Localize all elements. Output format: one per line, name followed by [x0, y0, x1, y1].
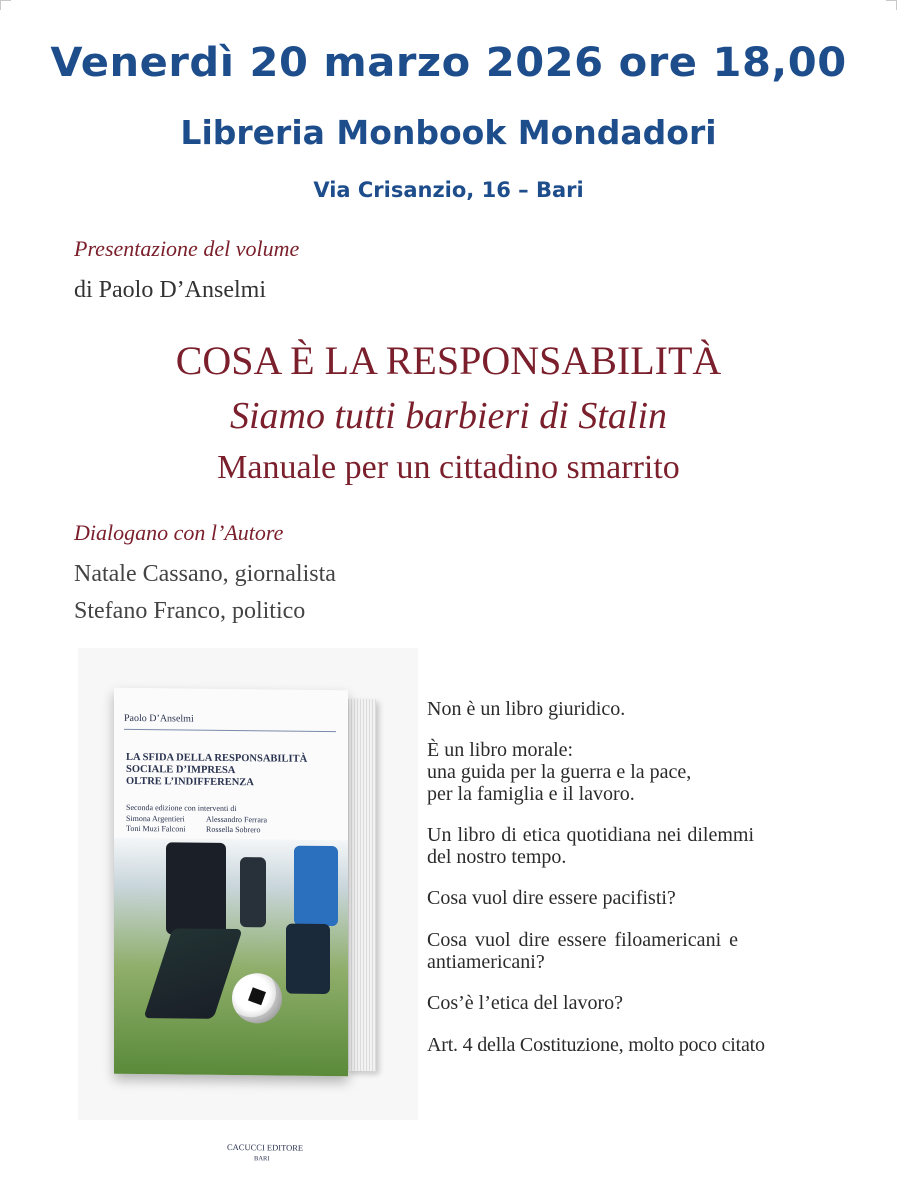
description-line: Art. 4 della Costituzione, molto poco citato [427, 1034, 765, 1056]
crop-mark-left [0, 0, 15, 10]
event-date: Venerdì 20 marzo 2026 ore 18,00 [50, 40, 847, 86]
description-line: Cosa vuol dire essere filoamericani e [427, 929, 738, 951]
description-line: Cosa vuol dire essere pacifisti? [427, 887, 676, 909]
cover-title-line-2: SOCIALE D’IMPRESA [126, 763, 236, 777]
description-line: È un libro morale: [427, 739, 574, 761]
presentation-label: Presentazione del volume [74, 236, 300, 261]
player-figure [143, 928, 242, 1018]
publisher-logo: CACUCCI EDITORE [222, 1141, 308, 1154]
description-line: antiamericani? [427, 951, 545, 973]
event-venue: Libreria Monbook Mondadori [180, 113, 717, 152]
author-line: di Paolo D’Anselmi [74, 277, 266, 303]
cover-contributor: Alessandro Ferrara [206, 814, 268, 825]
player-figure [240, 857, 266, 927]
cover-contributor: Simona Argentieri [126, 813, 185, 824]
cover-rule [124, 729, 336, 732]
player-figure [166, 842, 226, 935]
cover-contributor: Rossella Sobrero [206, 824, 261, 835]
football-icon [232, 973, 282, 1024]
description-line: per la famiglia e il lavoro. [427, 783, 635, 805]
dialogue-label: Dialogano con l’Autore [74, 520, 284, 545]
book-subtitle-1: Siamo tutti barbieri di Stalin [229, 395, 668, 437]
player-figure [286, 924, 330, 994]
guest-2: Stefano Franco, politico [74, 598, 306, 624]
cover-title-line-1: LA SFIDA DELLA RESPONSABILITÀ [126, 751, 308, 765]
event-address: Via Crisanzio, 16 – Bari [313, 178, 584, 202]
cover-photo-football [114, 838, 348, 1163]
guest-1: Natale Cassano, giornalista [74, 561, 336, 587]
player-figure [294, 846, 338, 926]
description-line: Un libro di etica quotidiana nei dilemmi [427, 824, 755, 846]
book-subtitle-2: Manuale per un cittadino smarrito [217, 449, 680, 486]
description-line: del nostro tempo. [427, 846, 567, 868]
cover-edition: Seconda edizione con interventi di [126, 802, 237, 814]
cover-contributor: Toni Muzi Falconi [126, 823, 186, 834]
cover-author: Paolo D’Anselmi [124, 712, 194, 725]
cover-title-line-3: OLTRE L’INDIFFERENZA [126, 775, 254, 789]
book-cover [114, 688, 348, 1163]
book-pages-edge [346, 699, 376, 1072]
book-title: COSA È LA RESPONSABILITÀ [175, 338, 722, 383]
crop-mark-right [882, 0, 897, 10]
publisher-city: BARI [254, 1155, 270, 1163]
description-line: Non è un libro giuridico. [427, 698, 626, 720]
description-line: una guida per la guerra e la pace, [427, 761, 692, 783]
description-line: Cos’è l’etica del lavoro? [427, 992, 624, 1014]
